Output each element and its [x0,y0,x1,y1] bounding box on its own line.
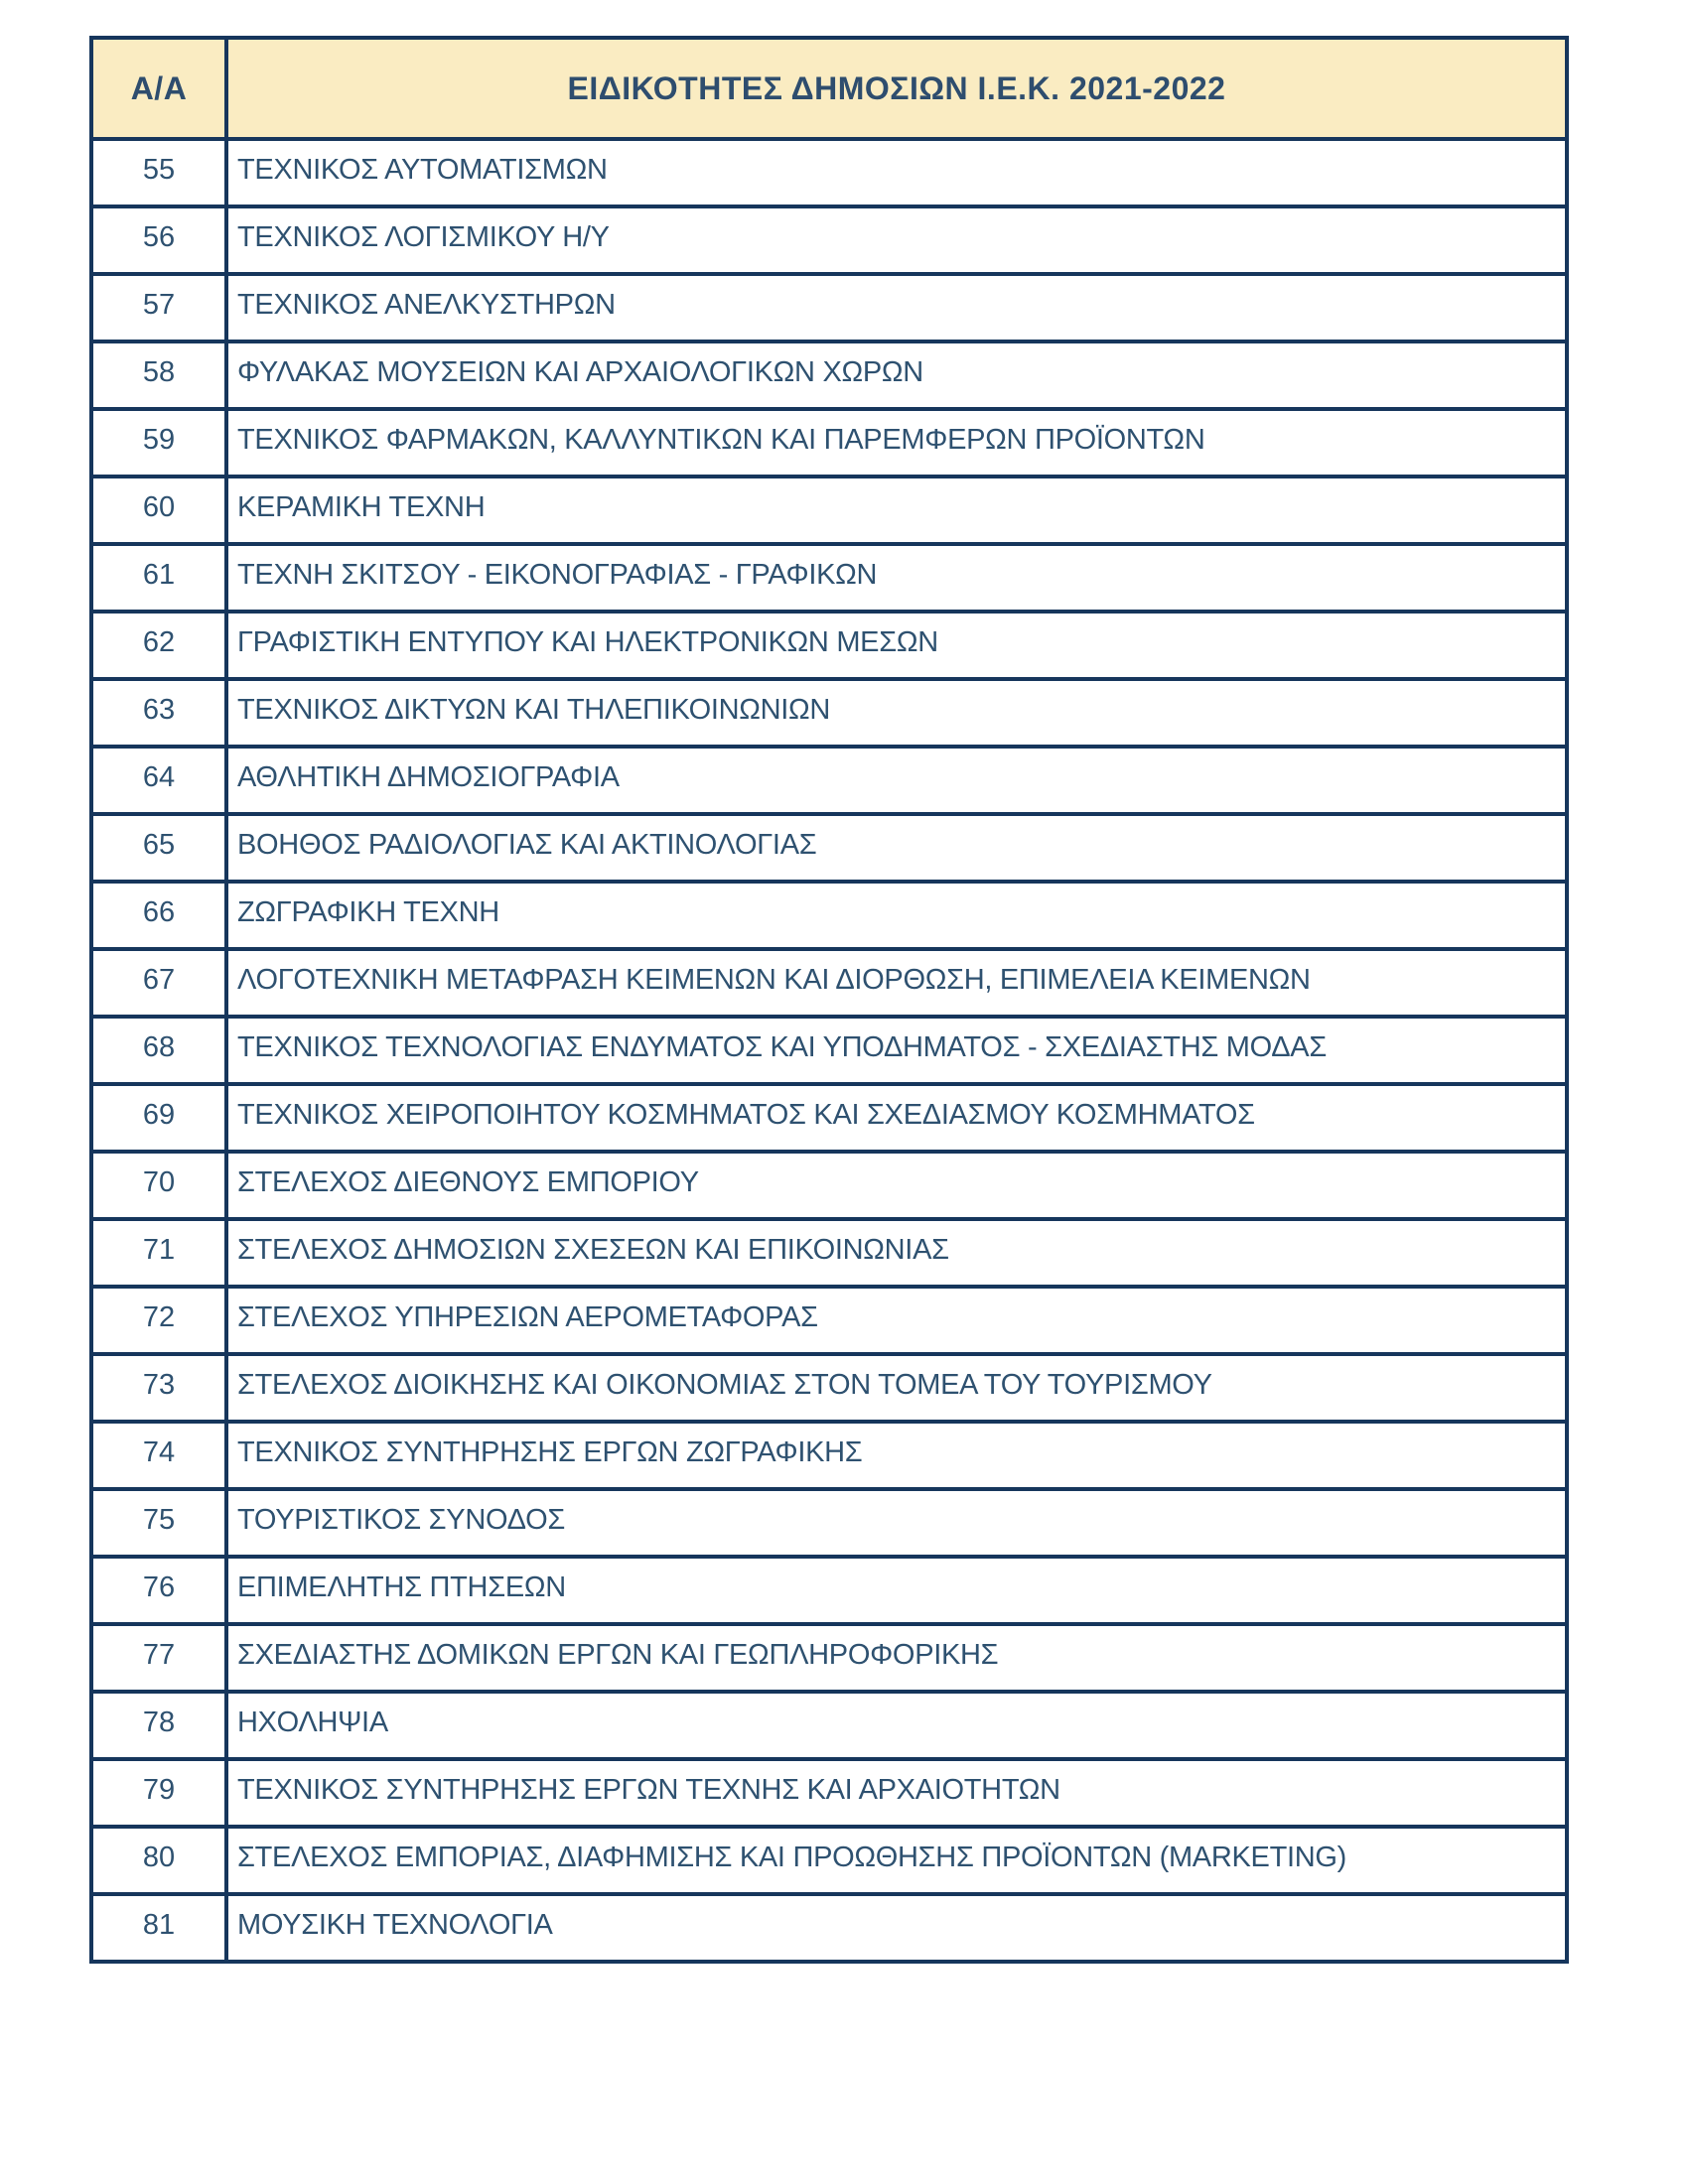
table-header [91,38,1567,139]
table-row [91,814,1567,882]
row-number-cell: 61 [91,544,226,612]
table-row [91,1084,1567,1152]
header-title-cell: ΕΙΔΙΚΟΤΗΤΕΣ ΔΗΜΟΣΙΩΝ Ι.Ε.Κ. 2021-2022 [226,38,1567,139]
specialty-name-cell: ΦΥΛΑΚΑΣ ΜΟΥΣΕΙΩΝ ΚΑΙ ΑΡΧΑΙΟΛΟΓΙΚΩΝ ΧΩΡΩΝ [226,341,1567,409]
table-body [91,139,1567,1962]
row-number-cell: 66 [91,882,226,949]
specialty-name-cell: ΛΟΓΟΤΕΧΝΙΚΗ ΜΕΤΑΦΡΑΣΗ ΚΕΙΜΕΝΩΝ ΚΑΙ ΔΙΟΡΘΩΣΗ, ΕΠΙΜΕΛΕΙΑ ΚΕΙΜΕΝΩΝ [226,949,1567,1017]
specialty-name-cell: ΤΕΧΝΗ ΣΚΙΤΣΟΥ - ΕΙΚΟΝΟΓΡΑΦΙΑΣ - ΓΡΑΦΙΚΩΝ [226,544,1567,612]
specialty-name-cell: ΕΠΙΜΕΛΗΤΗΣ ΠΤΗΣΕΩΝ [226,1557,1567,1624]
row-number-cell: 63 [91,679,226,747]
specialty-name-cell: ΣΤΕΛΕΧΟΣ ΔΗΜΟΣΙΩΝ ΣΧΕΣΕΩΝ ΚΑΙ ΕΠΙΚΟΙΝΩΝΙΑΣ [226,1219,1567,1287]
row-number-cell: 79 [91,1759,226,1827]
specialty-name-cell: ΣΧΕΔΙΑΣΤΗΣ ΔΟΜΙΚΩΝ ΕΡΓΩΝ ΚΑΙ ΓΕΩΠΛΗΡΟΦΟΡΙΚΗΣ [226,1624,1567,1692]
table-row [91,1894,1567,1962]
table-row [91,139,1567,206]
specialty-name-cell: ΣΤΕΛΕΧΟΣ ΕΜΠΟΡΙΑΣ, ΔΙΑΦΗΜΙΣΗΣ ΚΑΙ ΠΡΟΩΘΗΣΗΣ ΠΡΟΪΟΝΤΩΝ (MARKETING) [226,1827,1567,1894]
specialty-name-cell: ΜΟΥΣΙΚΗ ΤΕΧΝΟΛΟΓΙΑ [226,1894,1567,1962]
table-row [91,747,1567,814]
row-number-cell: 78 [91,1692,226,1759]
row-number-cell: 69 [91,1084,226,1152]
specialty-name-cell: ΣΤΕΛΕΧΟΣ ΥΠΗΡΕΣΙΩΝ ΑΕΡΟΜΕΤΑΦΟΡΑΣ [226,1287,1567,1354]
specialty-name-cell: ΤΕΧΝΙΚΟΣ ΔΙΚΤΥΩΝ ΚΑΙ ΤΗΛΕΠΙΚΟΙΝΩΝΙΩΝ [226,679,1567,747]
table-row [91,1017,1567,1084]
table-row [91,341,1567,409]
specialty-name-cell: ΖΩΓΡΑΦΙΚΗ ΤΕΧΝΗ [226,882,1567,949]
header-index-cell: Α/Α [91,38,226,139]
row-number-cell: 70 [91,1152,226,1219]
row-number-cell: 56 [91,206,226,274]
row-number-cell: 60 [91,477,226,544]
specialty-name-cell: ΑΘΛΗΤΙΚΗ ΔΗΜΟΣΙΟΓΡΑΦΙΑ [226,747,1567,814]
specialty-name-cell: ΤΕΧΝΙΚΟΣ ΛΟΓΙΣΜΙΚΟΥ Η/Υ [226,206,1567,274]
specialty-name-cell: ΤΕΧΝΙΚΟΣ ΑΝΕΛΚΥΣΤΗΡΩΝ [226,274,1567,341]
table-row [91,1759,1567,1827]
table-row [91,477,1567,544]
table-row [91,1827,1567,1894]
row-number-cell: 75 [91,1489,226,1557]
specialty-name-cell: ΤΕΧΝΙΚΟΣ ΤΕΧΝΟΛΟΓΙΑΣ ΕΝΔΥΜΑΤΟΣ ΚΑΙ ΥΠΟΔΗΜΑΤΟΣ - ΣΧΕΔΙΑΣΤΗΣ ΜΟΔΑΣ [226,1017,1567,1084]
table-row [91,612,1567,679]
specialty-name-cell: ΤΕΧΝΙΚΟΣ ΑΥΤΟΜΑΤΙΣΜΩΝ [226,139,1567,206]
row-number-cell: 76 [91,1557,226,1624]
table-row [91,679,1567,747]
specialty-name-cell: ΤΕΧΝΙΚΟΣ ΧΕΙΡΟΠΟΙΗΤΟΥ ΚΟΣΜΗΜΑΤΟΣ ΚΑΙ ΣΧΕΔΙΑΣΜΟΥ ΚΟΣΜΗΜΑΤΟΣ [226,1084,1567,1152]
table-row [91,1624,1567,1692]
table-row [91,544,1567,612]
row-number-cell: 81 [91,1894,226,1962]
table-row [91,1557,1567,1624]
table-row [91,1692,1567,1759]
table-row [91,1152,1567,1219]
row-number-cell: 64 [91,747,226,814]
row-number-cell: 62 [91,612,226,679]
specialty-name-cell: ΒΟΗΘΟΣ ΡΑΔΙΟΛΟΓΙΑΣ ΚΑΙ ΑΚΤΙΝΟΛΟΓΙΑΣ [226,814,1567,882]
table-row [91,1422,1567,1489]
header-row [91,38,1567,139]
table-row [91,1219,1567,1287]
table-row [91,206,1567,274]
row-number-cell: 67 [91,949,226,1017]
row-number-cell: 55 [91,139,226,206]
row-number-cell: 72 [91,1287,226,1354]
specialty-name-cell: ΓΡΑΦΙΣΤΙΚΗ ΕΝΤΥΠΟΥ ΚΑΙ ΗΛΕΚΤΡΟΝΙΚΩΝ ΜΕΣΩΝ [226,612,1567,679]
table-row [91,274,1567,341]
row-number-cell: 57 [91,274,226,341]
specialty-name-cell: ΗΧΟΛΗΨΙΑ [226,1692,1567,1759]
row-number-cell: 68 [91,1017,226,1084]
row-number-cell: 80 [91,1827,226,1894]
row-number-cell: 65 [91,814,226,882]
row-number-cell: 77 [91,1624,226,1692]
specialty-name-cell: ΤΕΧΝΙΚΟΣ ΣΥΝΤΗΡΗΣΗΣ ΕΡΓΩΝ ΖΩΓΡΑΦΙΚΗΣ [226,1422,1567,1489]
specialty-name-cell: ΤΟΥΡΙΣΤΙΚΟΣ ΣΥΝΟΔΟΣ [226,1489,1567,1557]
specialty-name-cell: ΣΤΕΛΕΧΟΣ ΔΙΟΙΚΗΣΗΣ ΚΑΙ ΟΙΚΟΝΟΜΙΑΣ ΣΤΟΝ ΤΟΜΕΑ ΤΟΥ ΤΟΥΡΙΣΜΟΥ [226,1354,1567,1422]
specialties-table [89,36,1569,1964]
table-row [91,1287,1567,1354]
specialty-name-cell: ΣΤΕΛΕΧΟΣ ΔΙΕΘΝΟΥΣ ΕΜΠΟΡΙΟΥ [226,1152,1567,1219]
table-row [91,882,1567,949]
row-number-cell: 59 [91,409,226,477]
specialty-name-cell: ΤΕΧΝΙΚΟΣ ΣΥΝΤΗΡΗΣΗΣ ΕΡΓΩΝ ΤΕΧΝΗΣ ΚΑΙ ΑΡΧΑΙΟΤΗΤΩΝ [226,1759,1567,1827]
row-number-cell: 74 [91,1422,226,1489]
row-number-cell: 71 [91,1219,226,1287]
table-row [91,409,1567,477]
row-number-cell: 58 [91,341,226,409]
row-number-cell: 73 [91,1354,226,1422]
table-row [91,1354,1567,1422]
table-row [91,949,1567,1017]
table-row [91,1489,1567,1557]
specialty-name-cell: ΚΕΡΑΜΙΚΗ ΤΕΧΝΗ [226,477,1567,544]
specialty-name-cell: ΤΕΧΝΙΚΟΣ ΦΑΡΜΑΚΩΝ, ΚΑΛΛΥΝΤΙΚΩΝ ΚΑΙ ΠΑΡΕΜΦΕΡΩΝ ΠΡΟΪΟΝΤΩΝ [226,409,1567,477]
